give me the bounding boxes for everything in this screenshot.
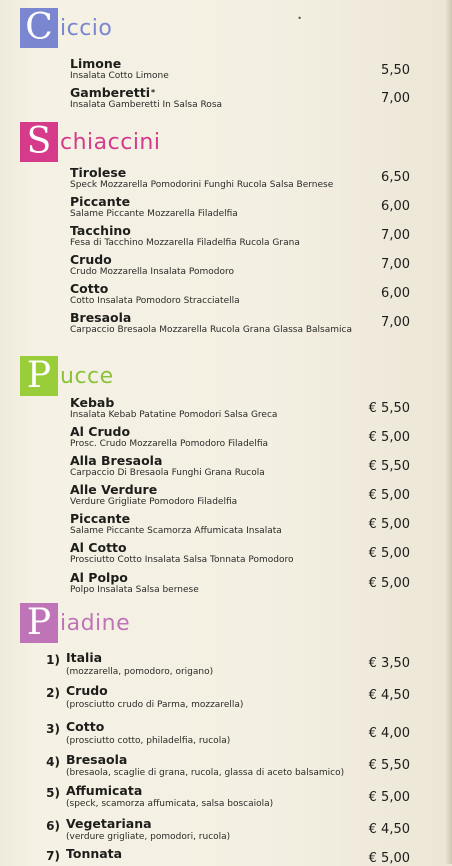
item-description: Verdure Grigliate Pomodoro Filadelfia bbox=[70, 497, 238, 507]
section-initial-schiaccini: S bbox=[20, 122, 58, 162]
item-name: Piccante bbox=[70, 194, 131, 209]
item-name: Gamberetti bbox=[70, 85, 151, 100]
menu-item bbox=[70, 311, 410, 336]
menu-item bbox=[66, 684, 406, 711]
section-initial-ciccio: C bbox=[20, 8, 58, 48]
menu-item bbox=[70, 396, 410, 421]
item-price: 6,00 bbox=[381, 286, 410, 301]
menu-item bbox=[70, 512, 410, 537]
menu-item bbox=[66, 753, 406, 779]
item-description: Prosc. Crudo Mozzarella Pomodoro Filadelfia bbox=[70, 439, 269, 449]
section-title-ciccio bbox=[20, 8, 112, 48]
item-name: Crudo bbox=[70, 252, 112, 267]
item-name: Al Crudo bbox=[70, 424, 131, 439]
section-title-pucce bbox=[20, 356, 114, 396]
item-name: Al Polpo bbox=[70, 570, 128, 585]
item-description: Salame Piccante Mozzarella Filadelfia bbox=[70, 209, 238, 219]
section-title-piadine bbox=[20, 603, 130, 643]
item-price: 7,00 bbox=[381, 315, 410, 330]
item-name: Tirolese bbox=[70, 165, 127, 180]
item-description: Speck Mozzarella Pomodorini Funghi Rucola Salsa Bernese bbox=[70, 180, 334, 190]
menu-item bbox=[70, 86, 410, 111]
item-description: Salame Piccante Scamorza Affumicata Insalata bbox=[70, 526, 282, 536]
item-name: Limone bbox=[70, 56, 122, 71]
menu-item bbox=[70, 282, 410, 307]
menu-item bbox=[70, 166, 410, 191]
item-description: Fesa di Tacchino Mozzarella Filadelfia Rucola Grana bbox=[70, 238, 300, 248]
item-name: Vegetariana bbox=[66, 816, 152, 831]
menu-item bbox=[70, 224, 410, 249]
item-description: Cotto Insalata Pomodoro Stracciatella bbox=[70, 296, 240, 306]
item-price: 5,50 bbox=[381, 63, 410, 78]
item-name: Kebab bbox=[70, 395, 115, 410]
menu-item bbox=[70, 454, 410, 479]
item-name: Cotto bbox=[70, 281, 109, 296]
item-description: Crudo Mozzarella Insalata Pomodoro bbox=[70, 267, 235, 277]
menu-item bbox=[70, 571, 410, 596]
menu-item bbox=[66, 651, 406, 678]
item-name: Bresaola bbox=[70, 310, 132, 325]
item-price: € 5,50 bbox=[368, 401, 410, 416]
section-name-pucce: ucce bbox=[60, 363, 114, 389]
menu-item bbox=[66, 847, 406, 861]
item-name: Piccante bbox=[70, 511, 131, 526]
item-description: Insalata Kebab Patatine Pomodori Salsa Greca bbox=[70, 410, 278, 420]
item-name: Cotto bbox=[66, 719, 105, 734]
item-mark: * bbox=[151, 88, 156, 97]
item-number: 4) bbox=[46, 755, 60, 769]
item-price: 7,00 bbox=[381, 91, 410, 106]
item-description: (prosciutto cotto, philadelfia, rucola) bbox=[66, 736, 231, 746]
item-name: Affumicata bbox=[66, 783, 143, 798]
item-price: € 5,00 bbox=[368, 430, 410, 445]
item-number: 2) bbox=[46, 686, 60, 700]
item-price: 6,50 bbox=[381, 170, 410, 185]
item-description: Carpaccio Di Bresaola Funghi Grana Rucola bbox=[70, 468, 265, 478]
section-title-schiaccini bbox=[20, 122, 161, 162]
item-price: € 5,00 bbox=[368, 488, 410, 503]
item-description: Insalata Gamberetti In Salsa Rosa bbox=[70, 100, 223, 110]
item-description: Insalata Cotto Limone bbox=[70, 71, 169, 81]
item-price: 7,00 bbox=[381, 257, 410, 272]
item-price: € 4,50 bbox=[368, 822, 410, 837]
section-initial-piadine: P bbox=[20, 603, 58, 643]
item-price: € 4,50 bbox=[368, 688, 410, 703]
item-name: Tonnata bbox=[66, 846, 123, 861]
item-price: € 4,00 bbox=[368, 726, 410, 741]
item-number: 6) bbox=[46, 819, 60, 833]
item-price: € 5,00 bbox=[368, 790, 410, 805]
menu-item bbox=[70, 541, 410, 566]
menu-item bbox=[70, 425, 410, 450]
item-price: 6,00 bbox=[381, 199, 410, 214]
item-description: (prosciutto crudo di Parma, mozzarella) bbox=[66, 700, 244, 710]
item-description: Carpaccio Bresaola Mozzarella Rucola Grana Glassa Balsamica bbox=[70, 325, 352, 335]
item-description: (speck, scamorza affumicata, salsa boscaiola) bbox=[66, 799, 274, 809]
item-name: Alla Bresaola bbox=[70, 453, 163, 468]
page-edge bbox=[446, 0, 452, 864]
item-price: € 5,50 bbox=[368, 758, 410, 773]
section-name-piadine: iadine bbox=[60, 610, 131, 636]
item-number: 5) bbox=[46, 786, 60, 800]
item-name: Tacchino bbox=[70, 223, 131, 238]
section-initial-pucce: P bbox=[20, 356, 58, 396]
item-number: 1) bbox=[46, 653, 60, 667]
menu-item bbox=[70, 195, 410, 220]
item-name: Al Cotto bbox=[70, 540, 127, 555]
item-price: € 3,50 bbox=[368, 656, 410, 671]
item-description: Polpo Insalata Salsa bernese bbox=[70, 585, 199, 595]
item-description: (bresaola, scaglie di grana, rucola, glassa di aceto balsamico) bbox=[66, 768, 345, 778]
item-name: Crudo bbox=[66, 683, 108, 698]
item-name: Italia bbox=[66, 650, 103, 665]
item-price: € 5,00 bbox=[368, 517, 410, 532]
item-name: Alle Verdure bbox=[70, 482, 158, 497]
item-price: € 5,50 bbox=[368, 459, 410, 474]
item-price: € 5,00 bbox=[368, 576, 410, 591]
menu-item bbox=[70, 483, 410, 508]
item-price: € 5,00 bbox=[368, 546, 410, 561]
item-number: 7) bbox=[46, 849, 60, 863]
item-description: (mozzarella, pomodoro, origano) bbox=[66, 667, 214, 677]
menu-item bbox=[66, 720, 406, 747]
menu-item bbox=[66, 817, 406, 843]
menu-item bbox=[70, 253, 410, 278]
decorative-dot: • bbox=[297, 14, 302, 23]
item-description: (verdure grigliate, pomodori, rucola) bbox=[66, 832, 231, 842]
menu-item bbox=[66, 784, 406, 810]
menu-item bbox=[70, 57, 410, 82]
item-price: € 5,00 bbox=[368, 851, 410, 866]
item-name: Bresaola bbox=[66, 752, 128, 767]
item-price: 7,00 bbox=[381, 228, 410, 243]
item-description: Prosciutto Cotto Insalata Salsa Tonnata Pomodoro bbox=[70, 555, 294, 565]
section-name-ciccio: iccio bbox=[60, 15, 113, 41]
section-name-schiaccini: chiaccini bbox=[60, 129, 161, 155]
item-number: 3) bbox=[46, 722, 60, 736]
